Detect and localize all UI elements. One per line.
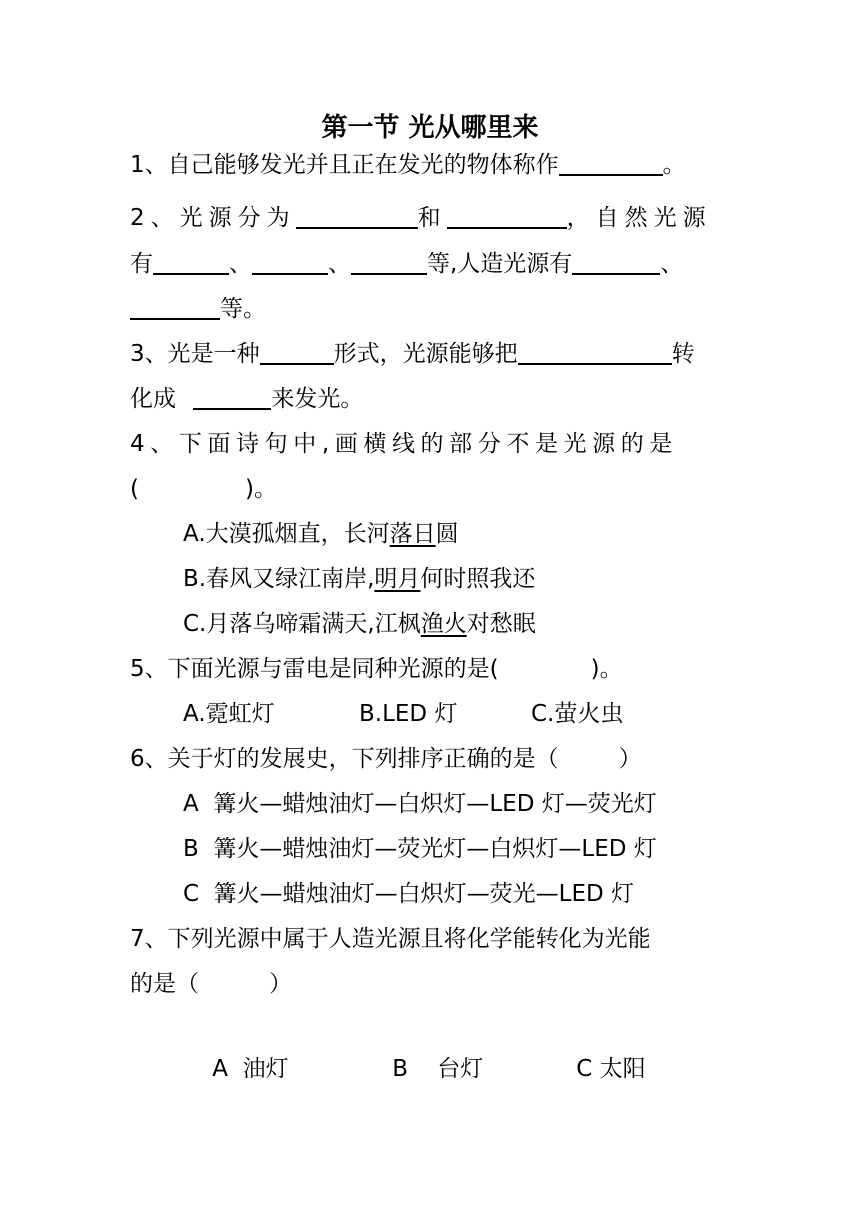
option-b: B 台灯 xyxy=(392,1056,484,1082)
punctuation: 、 xyxy=(229,251,252,277)
option-a xyxy=(183,514,730,554)
answer-blank[interactable] xyxy=(351,247,427,275)
option-c: C 篝火—蜡烛油灯—白炽灯—荧光—LED 灯 xyxy=(183,881,635,907)
answer-blank[interactable] xyxy=(260,337,334,365)
question-3 xyxy=(130,334,730,374)
question-4-line-2 xyxy=(130,469,730,509)
underlined-phrase: 落日 xyxy=(389,521,436,547)
option-b: B.LED 灯 xyxy=(359,701,458,727)
question-2 xyxy=(130,198,730,238)
option-a: A 油灯 xyxy=(212,1056,289,1082)
answer-blank[interactable] xyxy=(130,292,220,320)
page-title: 第一节 光从哪里来 xyxy=(321,113,539,143)
punctuation: 、 xyxy=(328,251,351,277)
paren-close: )。 xyxy=(244,476,277,502)
underlined-phrase: 明月 xyxy=(374,566,421,592)
question-2-text: ，自然光源 xyxy=(566,205,712,231)
question-2-text: 2、光源分为 xyxy=(130,205,296,231)
question-4-text: 4、下面诗句中,画横线的部分不是光源的是 xyxy=(130,431,678,457)
paren-close: ） xyxy=(269,971,292,997)
option-c: C 太阳 xyxy=(576,1056,646,1082)
question-5-options xyxy=(183,694,730,734)
answer-blank[interactable] xyxy=(193,382,271,410)
question-5 xyxy=(130,649,730,689)
option-b xyxy=(183,559,730,599)
answer-blank[interactable] xyxy=(572,247,660,275)
question-3-text: 化成 xyxy=(130,386,184,412)
option-c: C.萤火虫 xyxy=(531,701,624,727)
question-6 xyxy=(130,739,730,779)
punctuation: 、 xyxy=(660,251,684,277)
option-text: C.月落乌啼霜满天,江枫 xyxy=(183,611,421,637)
question-7 xyxy=(130,919,730,959)
option-a: A 篝火—蜡烛油灯—白炽灯—LED 灯—荧光灯 xyxy=(183,791,657,817)
question-3-text: 3、光是一种 xyxy=(130,341,260,367)
question-6-text: 6、关于灯的发展史，下列排序正确的是（ xyxy=(130,746,559,772)
question-3-text: 来发光。 xyxy=(271,386,364,412)
option-text: 对愁眠 xyxy=(466,611,536,637)
question-3-line-2 xyxy=(130,379,730,419)
option-text: A.大漠孤烟直，长河 xyxy=(183,521,390,547)
question-3-text: 形式，光源能够把 xyxy=(333,341,518,367)
question-2-text: 等,人造光源有 xyxy=(427,251,573,277)
underlined-phrase: 渔火 xyxy=(420,611,467,637)
question-5-text: 5、下面光源与雷电是同种光源的是( xyxy=(130,656,499,682)
question-2-text: 和 xyxy=(417,205,447,231)
question-4 xyxy=(130,424,730,464)
option-text: 圆 xyxy=(435,521,459,547)
question-7-options xyxy=(183,1009,730,1129)
question-1 xyxy=(130,145,730,185)
answer-blank[interactable] xyxy=(296,201,418,229)
question-1-text: 1、自己能够发光并且正在发光的物体称作 xyxy=(130,152,559,178)
answer-blank[interactable] xyxy=(252,247,328,275)
question-2-text: 等。 xyxy=(220,296,266,322)
answer-blank[interactable] xyxy=(447,201,567,229)
answer-blank[interactable] xyxy=(153,247,229,275)
option-c xyxy=(183,604,730,644)
option-a: A.霓虹灯 xyxy=(183,701,275,727)
question-2-line-2 xyxy=(130,244,730,284)
question-3-text: 转 xyxy=(671,341,695,367)
option-text: B.春风又绿江南岸, xyxy=(183,566,375,592)
paren-close: ） xyxy=(618,746,642,772)
question-7-line-2 xyxy=(130,964,730,1004)
option-b: B 篝火—蜡烛油灯—荧光灯—白炽灯—LED 灯 xyxy=(183,836,657,862)
paren-close: )。 xyxy=(590,656,623,682)
answer-blank[interactable] xyxy=(559,148,663,176)
paren-open: ( xyxy=(130,476,139,502)
option-text: 何时照我还 xyxy=(420,566,536,592)
question-7-text: 7、下列光源中属于人造光源且将化学能转化为光能 xyxy=(130,926,651,952)
punctuation: 。 xyxy=(662,152,686,178)
answer-blank[interactable] xyxy=(518,337,672,365)
question-2-text: 有 xyxy=(130,251,153,277)
question-7-text: 的是（ xyxy=(130,971,199,997)
question-2-line-3 xyxy=(130,289,730,329)
